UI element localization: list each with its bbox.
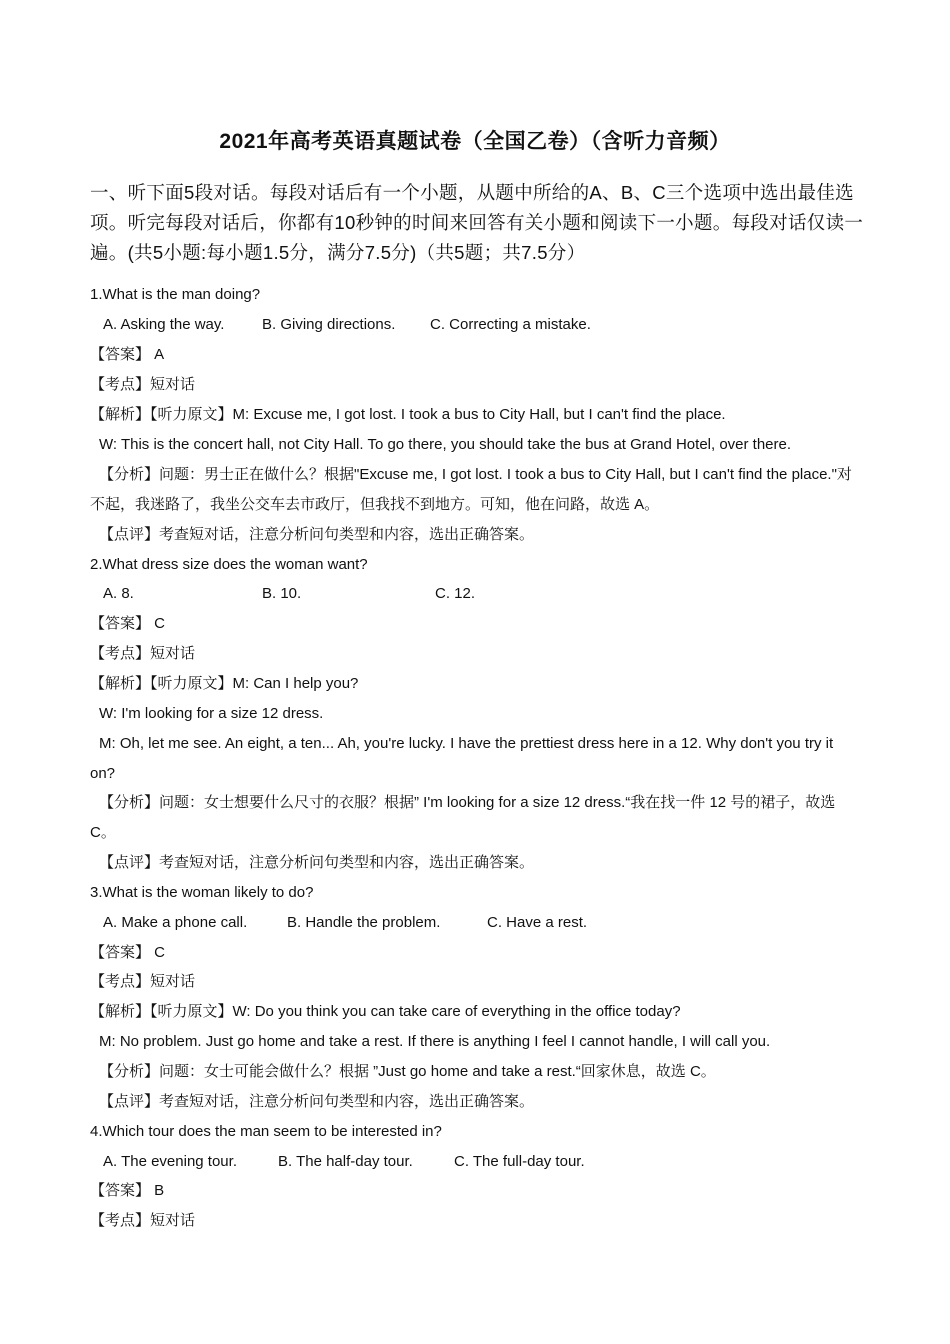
question-stem: 4.Which tour does the man seem to be interested in? — [90, 1123, 442, 1140]
analysis-line: 【解析】【听力原文】M: Excuse me, I got lost. I took a bus to City Hall, but I can't find the place. — [90, 406, 726, 423]
analysis-line: 【解析】【听力原文】W: Do you think you can take care of everything in the office today? — [90, 1003, 681, 1020]
analysis-paragraph: 【分析】问题：女士可能会做什么？根据 ”Just go home and take a rest.“回家休息，故选 C。 — [99, 1063, 716, 1080]
option-a: A. 8. — [103, 585, 134, 602]
comment-line: 【点评】考查短对话，注意分析问句类型和内容，选出正确答案。 — [99, 526, 535, 543]
option-c: C. Have a rest. — [487, 914, 588, 931]
answer-line: 【答案】 C — [90, 615, 166, 632]
transcript-line: W: I'm looking for a size 12 dress. — [99, 705, 324, 722]
answer-line: 【答案】 C — [90, 944, 166, 961]
point-line: 【考点】短对话 — [90, 376, 196, 393]
option-b: B. Handle the problem. — [287, 914, 441, 931]
transcript-paragraph: M: Oh, let me see. An eight, a ten... Ah, you're lucky. I have the prettiest dress here in a 12. Why don't you try it on? — [90, 735, 834, 782]
comment-line: 【点评】考查短对话，注意分析问句类型和内容，选出正确答案。 — [99, 854, 535, 871]
point-line: 【考点】短对话 — [90, 1212, 196, 1229]
question-stem: 3.What is the woman likely to do? — [90, 884, 314, 901]
answer-line: 【答案】 A — [90, 346, 165, 363]
point-line: 【考点】短对话 — [90, 645, 196, 662]
transcript-line: M: No problem. Just go home and take a rest. If there is anything I feel I cannot handle, I will call you. — [99, 1033, 771, 1050]
point-line: 【考点】短对话 — [90, 973, 196, 990]
option-a: A. The evening tour. — [103, 1153, 237, 1170]
comment-line: 【点评】考查短对话，注意分析问句类型和内容，选出正确答案。 — [99, 1093, 535, 1110]
option-c: C. 12. — [435, 585, 476, 602]
analysis-paragraph: 【分析】问题：女士想要什么尺寸的衣服？根据” I'm looking for a size 12 dress.“我在找一件 12 号的裙子，故选 C。 — [90, 794, 836, 841]
option-a: A. Make a phone call. — [103, 914, 248, 931]
option-a: A. Asking the way. — [103, 316, 225, 333]
option-b: B. 10. — [262, 585, 302, 602]
option-b: B. Giving directions. — [262, 316, 396, 333]
analysis-paragraph: 【分析】问题：男士正在做什么？根据"Excuse me, I got lost. I took a bus to City Hall, but I can't find the place."对不起，我迷路了，我坐公交车去市政厅，但我找不到地方。可知，他在问路，故选 A。 — [90, 466, 852, 513]
question-stem: 1.What is the man doing? — [90, 286, 261, 303]
option-c: C. The full-day tour. — [454, 1153, 585, 1170]
section-instructions: 一、听下面5段对话。每段对话后有一个小题，从题中所给的A、B、C三个选项中选出最佳选项。听完每段对话后，你都有10秒钟的时间来回答有关小题和阅读下一小题。每段对话仅读一遍。(共5小题:每小题1.5分，满分7.5分)（共5题；共7.5分） — [90, 182, 864, 263]
option-c: C. Correcting a mistake. — [430, 316, 591, 333]
transcript-line: W: This is the concert hall, not City Hall. To go there, you should take the bus at Grand Hotel, over there. — [99, 436, 792, 453]
analysis-line: 【解析】【听力原文】M: Can I help you? — [90, 675, 359, 692]
option-b: B. The half-day tour. — [278, 1153, 413, 1170]
answer-line: 【答案】 B — [90, 1182, 165, 1199]
question-stem: 2.What dress size does the woman want? — [90, 556, 368, 573]
page-title: 2021年高考英语真题试卷（全国乙卷）（含听力音频） — [219, 130, 731, 153]
